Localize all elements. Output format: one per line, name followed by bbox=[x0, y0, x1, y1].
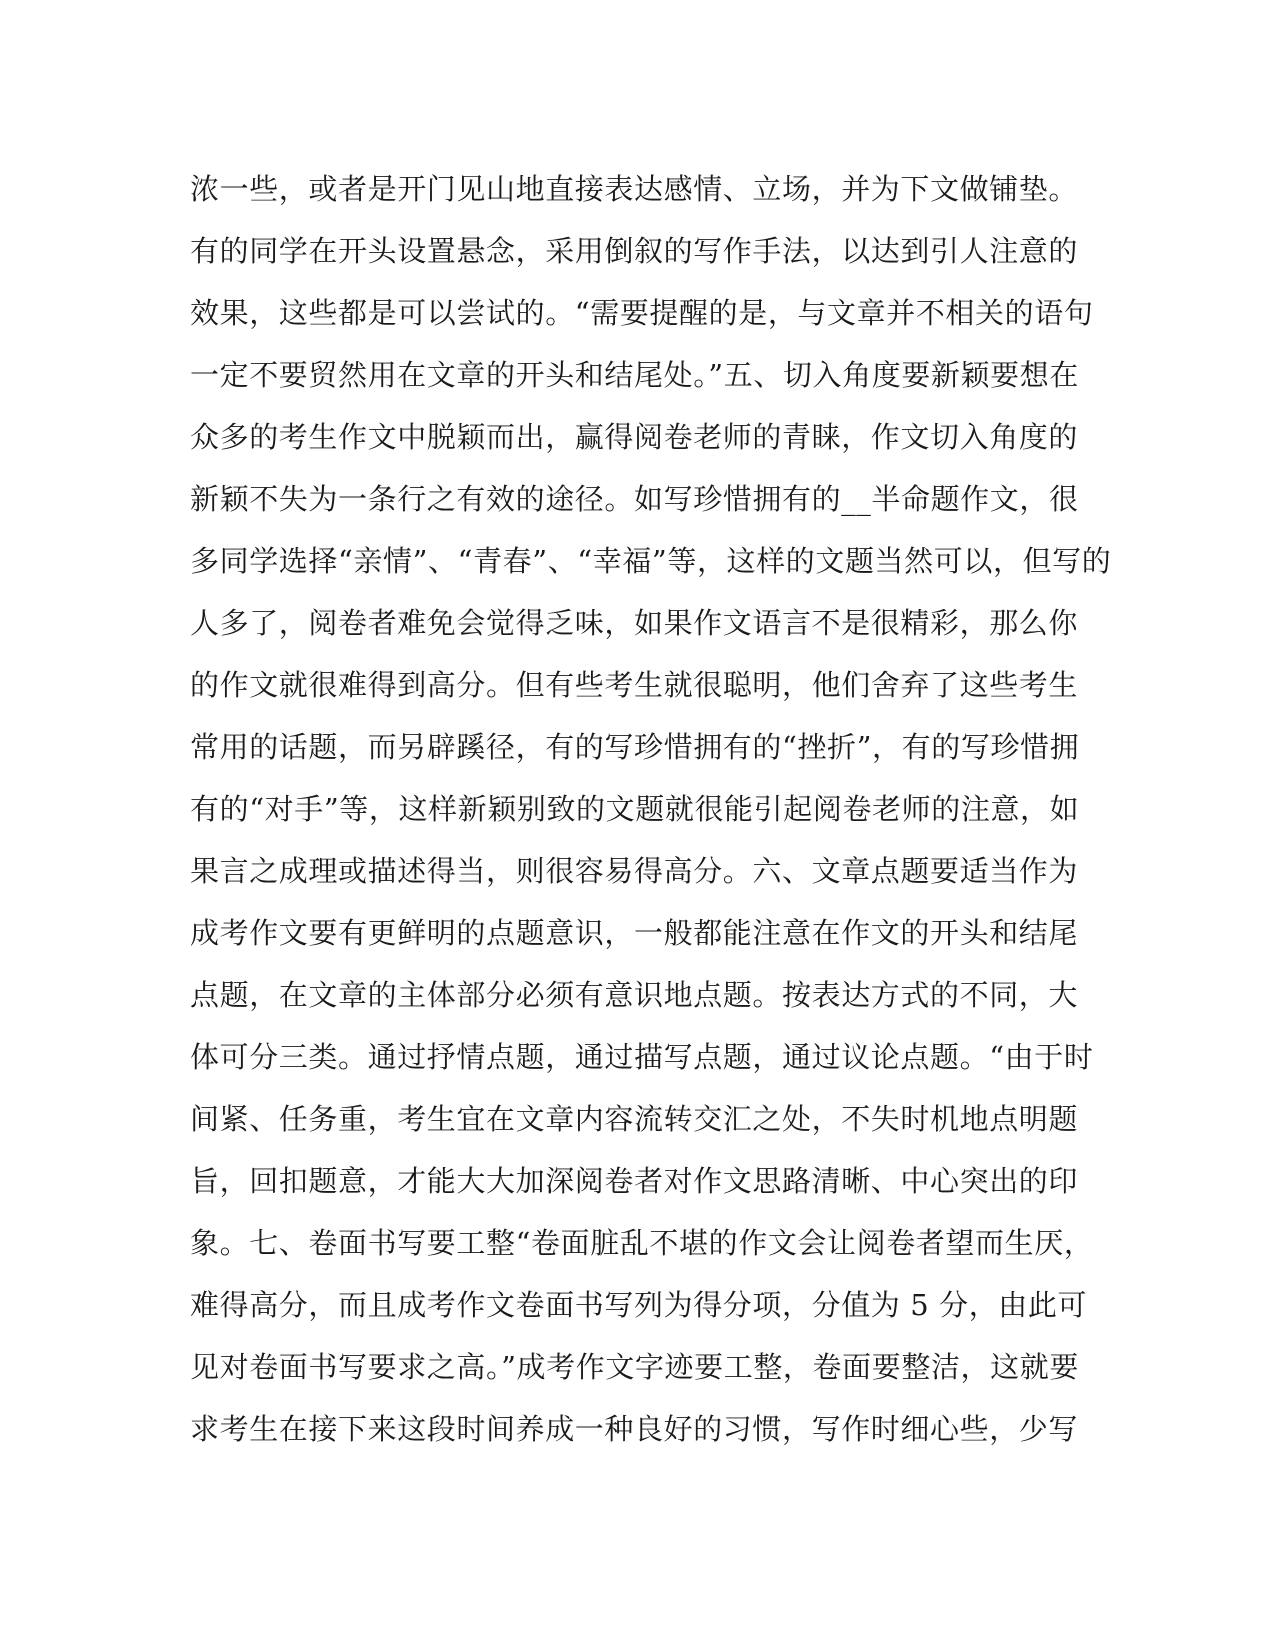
text-line: 有的同学在开头设置悬念，采用倒叙的写作手法，以达到引人注意的 bbox=[190, 234, 1079, 268]
text-line: 难得高分，而且成考作文卷面书写列为得分项，分值为 5 分，由此可 bbox=[190, 1288, 1088, 1322]
text-line: 人多了，阅卷者难免会觉得乏味，如果作文语言不是很精彩，那么你 bbox=[190, 606, 1079, 640]
text-line: 点题，在文章的主体部分必须有意识地点题。按表达方式的不同，大 bbox=[190, 978, 1079, 1012]
text-line: 果言之成理或描述得当，则很容易得高分。六、文章点题要适当作为 bbox=[190, 854, 1079, 888]
text-line: 浓一些，或者是开门见山地直接表达感情、立场，并为下文做铺垫。 bbox=[190, 172, 1079, 206]
text-line: 象。七、卷面书写要工整“卷面脏乱不堪的作文会让阅卷者望而生厌， bbox=[190, 1226, 1094, 1260]
text-line: 成考作文要有更鲜明的点题意识，一般都能注意在作文的开头和结尾 bbox=[190, 916, 1079, 950]
text-line: 常用的话题，而另辟蹊径，有的写珍惜拥有的“挫折”，有的写珍惜拥 bbox=[190, 730, 1080, 764]
text-line: 一定不要贸然用在文章的开头和结尾处。”五、切入角度要新颖要想在 bbox=[190, 358, 1079, 392]
text-line: 新颖不失为一条行之有效的途径。如写珍惜拥有的__半命题作文，很 bbox=[190, 482, 1079, 516]
text-line: 有的“对手”等，这样新颖别致的文题就很能引起阅卷老师的注意，如 bbox=[190, 792, 1080, 826]
text-line: 间紧、任务重，考生宜在文章内容流转交汇之处，不失时机地点明题 bbox=[190, 1102, 1079, 1136]
text-line: 效果，这些都是可以尝试的。“需要提醒的是，与文章并不相关的语句 bbox=[190, 296, 1094, 330]
text-line: 的作文就很难得到高分。但有些考生就很聪明，他们舍弃了这些考生 bbox=[190, 668, 1079, 702]
text-line: 旨，回扣题意，才能大大加深阅卷者对作文思路清晰、中心突出的印 bbox=[190, 1164, 1079, 1198]
body-text bbox=[190, 158, 1112, 1460]
text-line: 见对卷面书写要求之高。”成考作文字迹要工整，卷面要整洁，这就要 bbox=[190, 1350, 1079, 1384]
text-line: 众多的考生作文中脱颖而出，赢得阅卷老师的青睐，作文切入角度的 bbox=[190, 420, 1079, 454]
text-line: 体可分三类。通过抒情点题，通过描写点题，通过议论点题。“由于时 bbox=[190, 1040, 1094, 1074]
text-line: 求考生在接下来这段时间养成一种良好的习惯，写作时细心些，少写 bbox=[190, 1412, 1079, 1446]
text-line: 多同学选择“亲情”、“青春”、“幸福”等，这样的文题当然可以，但写的 bbox=[190, 544, 1112, 578]
